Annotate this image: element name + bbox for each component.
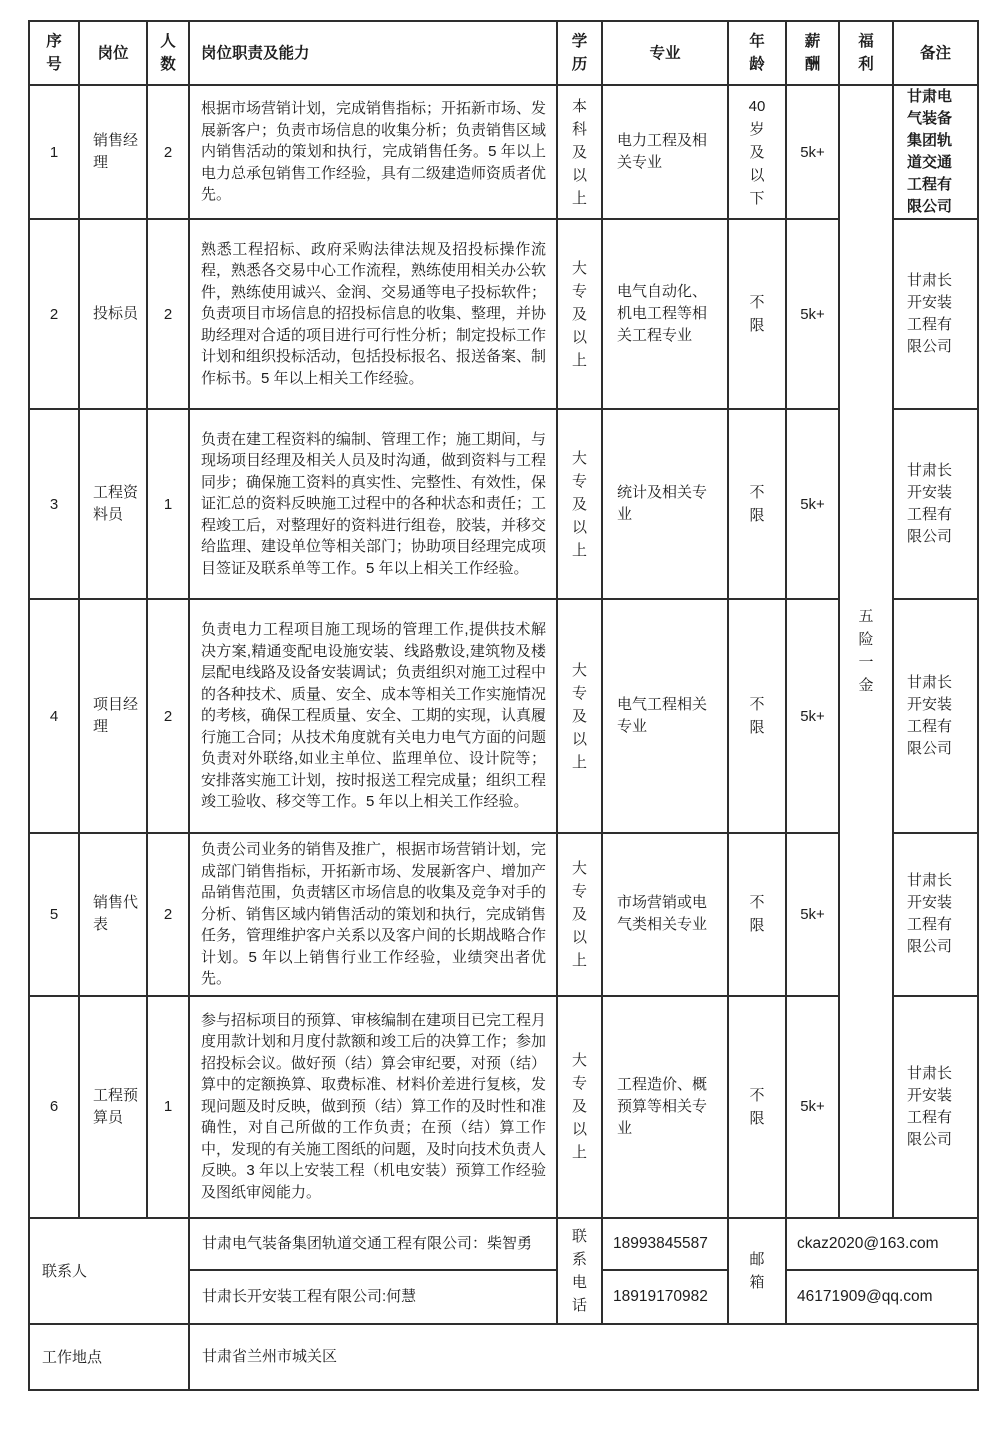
col-header-age [728, 21, 786, 85]
job-duties: 熟悉工程招标、政府采购法律法规及招投标操作流程，熟悉各交易中心工作流程，熟练使用相关办公软件，熟练使用诚兴、金润、交易通等电子投标软件；负责项目市场信息的招投标信息的收集、整理，并协助经理对合适的项目进行可行性分析；制定投标工作计划和组织投标活动，包括投标报名、报送备案、制作标书。5 年以上相关工作经验。 [189, 219, 557, 409]
col-header-notes [893, 21, 978, 85]
job-row [29, 85, 978, 219]
job-headcount: 1 [147, 409, 189, 599]
job-major: 电气自动化、机电工程等相关工程专业 [602, 219, 728, 409]
job-duties: 负责公司业务的销售及推广，根据市场营销计划，完成部门销售指标，开拓新市场、发展新客户、增加产品销售范围，负责辖区市场信息的收集及竞争对手的分析、销售区域内销售活动的策划和执行，完成销售任务，管理维护客户关系以及客户间的长期战略合作计划。5 年以上销售行业工作经验，业绩突出者优先。 [189, 833, 557, 996]
job-headcount: 2 [147, 85, 189, 219]
benefits-text: 五险一金 [858, 608, 874, 695]
header-row [29, 21, 978, 85]
col-header-duties-label: 岗位职责及能力 [201, 44, 310, 62]
job-salary: 5k+ [786, 85, 839, 219]
job-duties: 参与招标项目的预算、审核编制在建项目已完工程月度用款计划和月度付款额和竣工后的决算工作；参加招投标会议。做好预（结）算会审纪要，对预（结）算中的定额换算、取费标准、材料价差进行复核，发现问题及时反映，做到预（结）算工作的及时性和准确性，对自己所做的工作负责；在预（结）算工作中，发现的有关施工图纸的问题，及时向技术负责人反映。3 年以上安装工程（机电安装）预算工作经验及图纸审阅能力。 [189, 996, 557, 1218]
job-age [728, 219, 786, 409]
age-text: 不限 [749, 1086, 765, 1127]
job-duties: 负责在建工程资料的编制、管理工作；施工期间，与现场项目经理及相关人员及时沟通，做到资料与工程同步；确保施工资料的真实性、完整性、有效性，保证汇总的资料反映施工过程中的各种状态和责任；工程竣工后，对整理好的资料进行组卷，胶装，并移交给监理、建设单位等相关部门；协助项目经理完成项目签证及联系单等工作。5 年以上相关工作经验。 [189, 409, 557, 599]
job-notes: 甘肃电气装备集团轨道交通工程有限公司 [893, 85, 978, 219]
job-notes: 甘肃长开安装工程有限公司 [893, 219, 978, 409]
location-label: 工作地点 [29, 1324, 189, 1390]
age-text: 不限 [749, 696, 765, 736]
job-position: 工程资料员 [79, 409, 147, 599]
contact-label: 联系人 [29, 1218, 189, 1324]
job-salary: 5k+ [786, 996, 839, 1218]
col-header-headcount [147, 21, 189, 85]
col-header-headcount-label: 人数 [160, 33, 176, 73]
job-salary: 5k+ [786, 833, 839, 996]
job-education [557, 409, 602, 599]
col-header-benefits [839, 21, 893, 85]
job-age [728, 599, 786, 833]
job-row [29, 409, 978, 599]
job-position: 项目经理 [79, 599, 147, 833]
job-education [557, 996, 602, 1218]
job-major: 市场营销或电气类相关专业 [602, 833, 728, 996]
job-row [29, 599, 978, 833]
col-header-no-label: 序号 [46, 33, 62, 73]
job-headcount: 2 [147, 599, 189, 833]
education-text: 大专及以上 [571, 859, 587, 969]
job-notes: 甘肃长开安装工程有限公司 [893, 833, 978, 996]
contact-email: ckaz2020@163.com [786, 1218, 978, 1270]
contact-company: 甘肃长开安装工程有限公司:何慧 [189, 1270, 557, 1324]
contact-phone: 18993845587 [602, 1218, 728, 1270]
contact-row [29, 1218, 978, 1270]
job-no: 5 [29, 833, 79, 996]
education-text: 大专及以上 [571, 449, 587, 559]
job-education [557, 599, 602, 833]
job-duties: 负责电力工程项目施工现场的管理工作,提供技术解决方案,精通变配电设施安装、线路敷设,建筑物及楼层配电线路及设备安装调试；负责组织对施工过程中的各种技术、质量、安全、成本等相关工作实施情况的考核，确保工程质量、安全、工期的实现，认真履行施工合同；从技术角度就有关电力电气方面的问题负责对外联络,如业主单位、监理单位、设计院等；安排落实施工计划，按时报送工程完成量；组织工程竣工验收、移交等工作。5 年以上相关工作经验。 [189, 599, 557, 833]
col-header-duties [189, 21, 557, 85]
job-row [29, 996, 978, 1218]
age-text: 不限 [749, 484, 765, 524]
col-header-salary [786, 21, 839, 85]
job-salary: 5k+ [786, 409, 839, 599]
contact-email: 46171909@qq.com [786, 1270, 978, 1324]
phone-label-text: 联系电话 [571, 1227, 587, 1314]
job-row [29, 219, 978, 409]
job-major: 统计及相关专业 [602, 409, 728, 599]
job-no: 4 [29, 599, 79, 833]
job-age [728, 833, 786, 996]
col-header-salary-label: 薪酬 [804, 33, 821, 73]
col-header-no [29, 21, 79, 85]
job-position: 工程预算员 [79, 996, 147, 1218]
location-row [29, 1324, 978, 1390]
col-header-age-label: 年龄 [749, 33, 765, 73]
job-age [728, 996, 786, 1218]
col-header-position [79, 21, 147, 85]
col-header-major [602, 21, 728, 85]
col-header-position-label: 岗位 [97, 44, 129, 62]
education-text: 大专及以上 [571, 661, 587, 771]
job-posting-table [28, 20, 979, 1391]
job-major: 电气工程相关专业 [602, 599, 728, 833]
job-notes: 甘肃长开安装工程有限公司 [893, 409, 978, 599]
job-major: 电力工程及相关专业 [602, 85, 728, 219]
job-education [557, 833, 602, 996]
job-no: 6 [29, 996, 79, 1218]
benefits-cell [839, 85, 893, 1218]
job-major: 工程造价、概预算等相关专业 [602, 996, 728, 1218]
contact-company: 甘肃电气装备集团轨道交通工程有限公司：柴智勇 [189, 1218, 557, 1270]
age-text: 40岁及以下 [748, 97, 766, 207]
job-position: 投标员 [79, 219, 147, 409]
education-text: 大专及以上 [571, 1052, 587, 1161]
job-no: 3 [29, 409, 79, 599]
job-headcount: 2 [147, 219, 189, 409]
education-text: 大专及以上 [571, 259, 587, 369]
job-salary: 5k+ [786, 219, 839, 409]
job-age [728, 409, 786, 599]
age-text: 不限 [749, 894, 765, 935]
job-notes: 甘肃长开安装工程有限公司 [893, 599, 978, 833]
job-duties: 根据市场营销计划，完成销售指标；开拓新市场、发展新客户；负责市场信息的收集分析；负责销售区域内销售活动的策划和执行，完成销售任务。5 年以上电力总承包销售工作经验，具有二级建造师资质者优先。 [189, 85, 557, 219]
col-header-education-label: 学历 [571, 33, 588, 73]
job-position: 销售经理 [79, 85, 147, 219]
job-headcount: 1 [147, 996, 189, 1218]
job-notes: 甘肃长开安装工程有限公司 [893, 996, 978, 1218]
col-header-major-label: 专业 [649, 44, 681, 62]
job-headcount: 2 [147, 833, 189, 996]
age-text: 不限 [749, 294, 765, 334]
job-no: 1 [29, 85, 79, 219]
email-label [728, 1218, 786, 1324]
job-row [29, 833, 978, 996]
job-education [557, 85, 602, 219]
contact-phone: 18919170982 [602, 1270, 728, 1324]
col-header-notes-label: 备注 [919, 44, 951, 62]
education-text: 本科及以上 [571, 97, 587, 207]
job-no: 2 [29, 219, 79, 409]
col-header-education [557, 21, 602, 85]
job-salary: 5k+ [786, 599, 839, 833]
col-header-benefits-label: 福利 [858, 33, 874, 73]
phone-label [557, 1218, 602, 1324]
job-education [557, 219, 602, 409]
email-label-text: 邮箱 [749, 1250, 765, 1291]
location-value: 甘肃省兰州市城关区 [189, 1324, 978, 1390]
job-age [728, 85, 786, 219]
job-position: 销售代表 [79, 833, 147, 996]
